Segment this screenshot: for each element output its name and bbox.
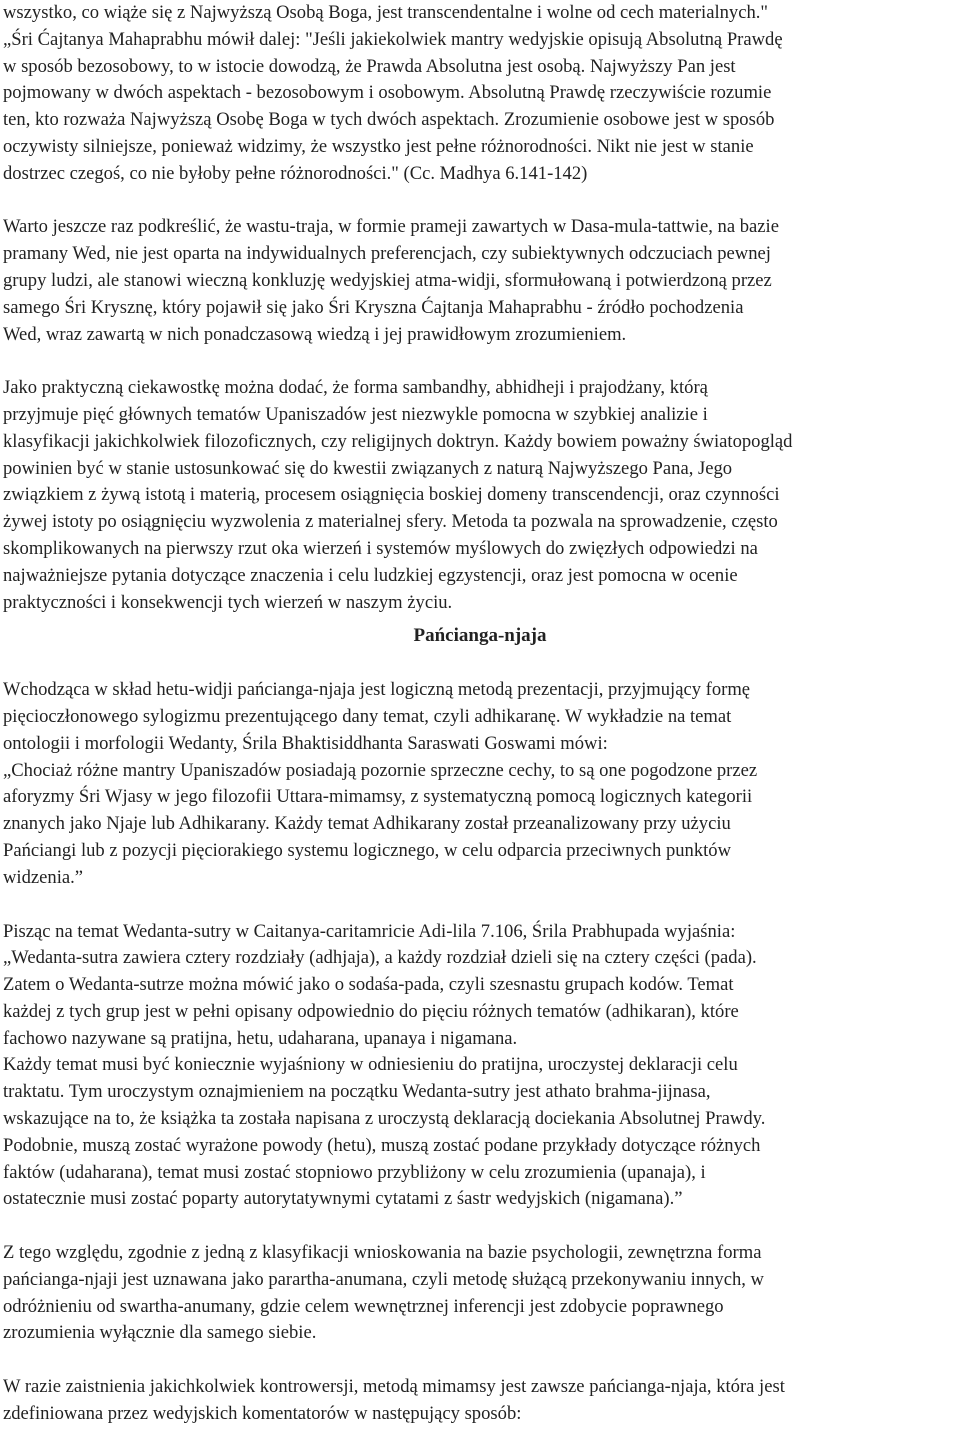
text-line: pańcianga-njaji jest uznawana jako parartha-anumana, czyli metodę służącą przekonywaniu innych, w bbox=[3, 1268, 764, 1290]
text-line: Wchodząca w skład hetu-widji pańcianga-njaja jest logiczną metodą prezentacji, przyjmujący formę bbox=[3, 679, 751, 701]
text-line: fachowo nazywane są pratijna, hetu, udaharana, upanaya i nigamana. bbox=[3, 1027, 518, 1049]
text-line: klasyfikacji jakichkolwiek filozoficznych, czy religijnych doktryn. Każdy bowiem poważny światopogląd bbox=[3, 430, 793, 452]
text-line: związkiem z żywą istotą i materią, procesem osiągnięcia boskiej domeny transcendencji, oraz czynności bbox=[3, 484, 780, 506]
text-line: przyjmuje pięć głównych tematów Upaniszadów jest niezwykle pomocna w szybkiej analizie i bbox=[3, 403, 708, 425]
text-line: „Wedanta-sutra zawiera cztery rozdziały (adhjaja), a każdy rozdział dzieli się na cztery części (pada). bbox=[3, 947, 757, 969]
section-heading: Pańcianga-njaja bbox=[413, 625, 547, 647]
text-line: wskazujące na to, że książka ta została napisana z uroczystą deklaracją dociekania Absolutnej Prawdy. bbox=[3, 1108, 766, 1130]
text-line: dostrzec czegoś, co nie byłoby pełne różnorodności." (Cc. Madhya 6.141-142) bbox=[3, 162, 588, 184]
text-line: grupy ludzi, ale stanowi wieczną konkluzję wedyjskiej atma-widji, sformułowaną i potwierdzoną przez bbox=[3, 269, 772, 291]
text-line: oczywisty silniejsze, ponieważ widzimy, że wszystko jest pełne różnorodności. Nikt nie jest w stanie bbox=[3, 135, 754, 157]
text-line: odróżnieniu od swartha-anumany, gdzie celem wewnętrznej inferencji jest zdobycie poprawnego bbox=[3, 1295, 724, 1317]
text-line: żywej istoty po osiągnięciu wyzwolenia z materialnej sfery. Metoda ta pozwala na sprowadzenie, często bbox=[3, 511, 778, 533]
paragraph-6 bbox=[3, 1240, 957, 1347]
text-line: ontologii i morfologii Wedanty, Śrila Bhaktisiddhanta Saraswati Goswami mówi: bbox=[3, 732, 608, 754]
text-line: znanych jako Njaje lub Adhikarany. Każdy temat Adhikarany został przeanalizowany przy użyciu bbox=[3, 813, 731, 835]
paragraph-gap bbox=[3, 892, 957, 919]
text-line: „Chociaż różne mantry Upaniszadów posiadają pozornie sprzeczne cechy, to są one pogodzone przez bbox=[3, 759, 758, 781]
paragraph-4 bbox=[3, 677, 957, 891]
text-line: traktatu. Tym uroczystym oznajmieniem na początku Wedanta-sutry jest athato brahma-jijnasa, bbox=[3, 1081, 711, 1103]
text-line: najważniejsze pytania dotyczące znaczenia i celu ludzkiej egzystencji, oraz jest pomocna w ocenie bbox=[3, 564, 738, 586]
paragraph-gap bbox=[3, 1347, 957, 1374]
text-line: ten, kto rozważa Najwyższą Osobę Boga w tych dwóch aspektach. Zrozumienie osobowe jest w sposób bbox=[3, 109, 775, 131]
paragraph-2 bbox=[3, 214, 957, 348]
text-line: pramany Wed, nie jest oparta na indywidualnych preferencjach, czy subiektywnych odczuciach pewnej bbox=[3, 243, 771, 265]
text-line: „Śri Ćajtanya Mahaprabhu mówił dalej: "Jeśli jakiekolwiek mantry wedyjskie opisują Absolutną Prawdę bbox=[3, 28, 783, 50]
text-line: zdefiniowana przez wedyjskich komentatorów w następujący sposób: bbox=[3, 1402, 522, 1424]
text-line: Wed, wraz zawartą w nich ponadczasową wiedzą i jej prawidłowym zrozumieniem. bbox=[3, 323, 627, 345]
paragraph-1 bbox=[3, 0, 957, 188]
text-line: ostatecznie musi zostać poparty autorytatywnymi cytatami z śastr wedyjskich (nigamana).” bbox=[3, 1188, 683, 1210]
text-line: w sposób bezosobowy, to w istocie dowodzą, że Prawda Absolutna jest osobą. Najwyższy Pan jest bbox=[3, 55, 736, 77]
text-line: Warto jeszcze raz podkreślić, że wastu-traja, w formie prameji zawartych w Dasa-mula-tattwie, na bazie bbox=[3, 216, 779, 238]
text-line: każdej z tych grup jest w pełni opisany odpowiednio do pięciu różnych tematów (adhikaran), które bbox=[3, 1000, 739, 1022]
paragraph-gap bbox=[3, 663, 957, 677]
text-line: wszystko, co wiąże się z Najwyższą Osobą Boga, jest transcendentalne i wolne od cech materialnych." bbox=[3, 2, 769, 23]
document-page bbox=[3, 0, 957, 1428]
text-line: Każdy temat musi być koniecznie wyjaśniony w odniesieniu do pratijna, uroczystej deklaracji celu bbox=[3, 1054, 738, 1076]
paragraph-gap bbox=[3, 1213, 957, 1240]
paragraph-5 bbox=[3, 919, 957, 1214]
text-line: Pisząc na temat Wedanta-sutry w Caitanya-caritamricie Adi-lila 7.106, Śrila Prabhupada wyjaśnia: bbox=[3, 920, 736, 942]
text-line: W razie zaistnienia jakichkolwiek kontrowersji, metodą mimamsy jest zawsze pańcianga-njaja, która jest bbox=[3, 1376, 785, 1398]
text-line: pojmowany w dwóch aspektach - bezosobowym i osobowym. Absolutną Prawdę rzeczywiście rozumie bbox=[3, 82, 772, 104]
text-line: Podobnie, muszą zostać wyrażone powody (hetu), muszą zostać podane przykłady dotyczące różnych bbox=[3, 1134, 761, 1156]
text-line: skomplikowanych na pierwszy rzut oka wierzeń i systemów myślowych do zwięzłych odpowiedzi na bbox=[3, 537, 758, 559]
text-line: faktów (udaharana), temat musi zostać stopniowo przybliżony w celu zrozumienia (upanaja), i bbox=[3, 1161, 706, 1183]
text-line: praktyczności i konsekwencji tych wierzeń w naszym życiu. bbox=[3, 591, 453, 613]
paragraph-3 bbox=[3, 375, 957, 616]
text-line: Z tego względu, zgodnie z jedną z klasyfikacji wnioskowania na bazie psychologii, zewnętrzna forma bbox=[3, 1242, 762, 1264]
paragraph-gap bbox=[3, 348, 957, 375]
text-line: powinien być w stanie ustosunkować się do kwestii związanych z naturą Najwyższego Pana, Jego bbox=[3, 457, 733, 479]
text-line: samego Śri Krysznę, który pojawił się jako Śri Kryszna Ćajtanja Mahaprabhu - źródło pochodzenia bbox=[3, 296, 744, 318]
paragraph-gap bbox=[3, 188, 957, 215]
text-line: Jako praktyczną ciekawostkę można dodać, że forma sambandhy, abhidheji i prajodżany, którą bbox=[3, 377, 708, 399]
text-line: aforyzmy Śri Wjasy w jego filozofii Uttara-mimamsy, z systematyczną pomocą logicznych kategorii bbox=[3, 786, 753, 808]
text-line: Zatem o Wedanta-sutrze można mówić jako o sodaśa-pada, czyli szesnastu grupach kodów. Temat bbox=[3, 974, 734, 996]
text-line: zrozumienia wyłącznie dla samego siebie. bbox=[3, 1322, 317, 1344]
text-line: widzenia.” bbox=[3, 866, 84, 888]
paragraph-7 bbox=[3, 1374, 957, 1428]
text-line: Pańciangi lub z pozycji pięciorakiego systemu logicznego, w celu odparcia przeciwnych punktów bbox=[3, 839, 732, 861]
text-line: pięcioczłonowego sylogizmu prezentującego dany temat, czyli adhikaranę. W wykładzie na temat bbox=[3, 705, 732, 727]
